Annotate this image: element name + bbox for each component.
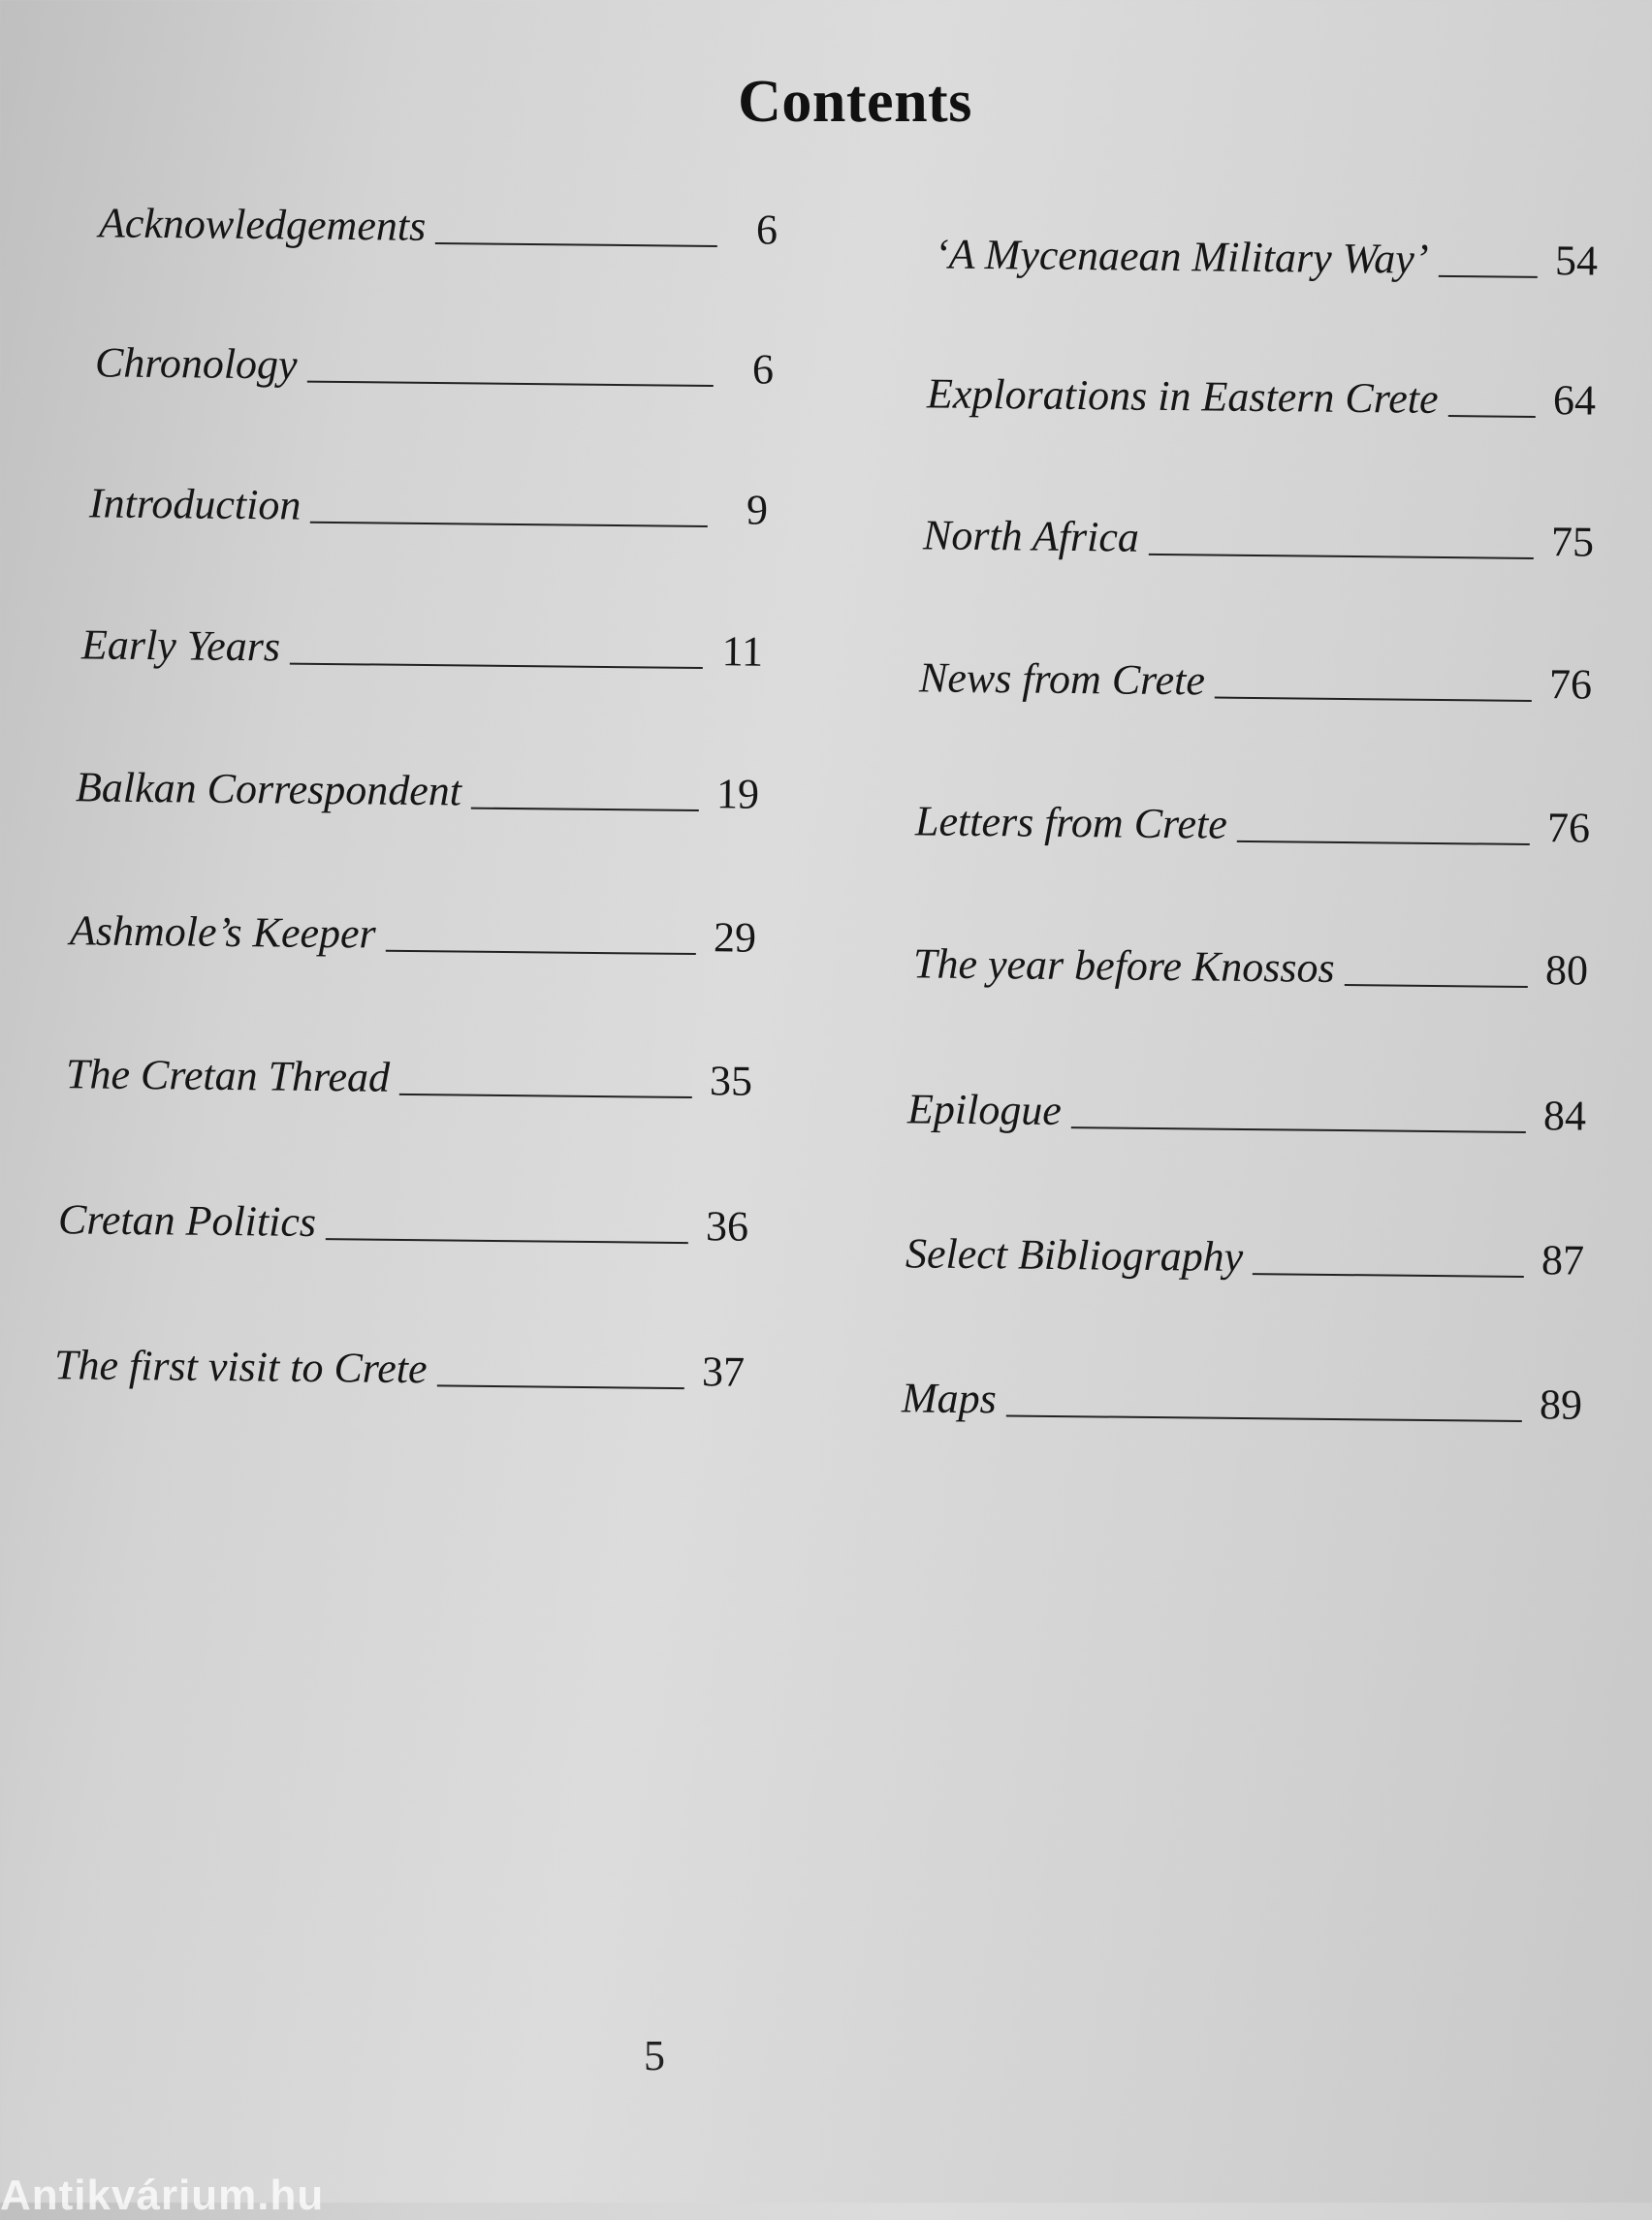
toc-entry-page: 76 [1546,804,1591,852]
dot-leader [399,1094,692,1098]
toc-entry-page: 80 [1544,946,1589,995]
toc-entry [905,1228,1584,1284]
toc-entry [913,938,1588,995]
toc-entry-title: Letters from Crete [914,797,1228,848]
toc-entry-page: 36 [705,1202,749,1251]
toc-entry-title: Balkan Correspondent [75,763,462,815]
toc-entry [923,510,1594,566]
dot-leader [1149,554,1534,559]
toc-entry [95,337,774,394]
toc-entry-title: Ashmole’s Keeper [69,906,376,958]
toc-entry [99,198,778,254]
toc-entry-title: Epilogue [906,1085,1063,1134]
watermark: Antikvárium.hu [0,2172,325,2219]
toc-entry [54,1340,745,1396]
dot-leader [435,242,717,247]
toc-entry-page: 54 [1554,237,1599,285]
toc-entry-page: 19 [715,770,760,818]
dot-leader [471,808,699,811]
dot-leader [436,1384,683,1389]
toc-entry-title: Introduction [88,479,302,529]
toc-entry-title: The first visit to Crete [53,1341,428,1393]
toc-entry-page: 87 [1541,1236,1585,1284]
toc-entry [89,478,768,534]
toc-entry [907,1084,1586,1140]
contents-title: Contents [738,69,972,135]
dot-leader [1006,1414,1522,1422]
toc-entry-page: 84 [1542,1092,1587,1140]
toc-entry-page: 64 [1552,376,1597,425]
dot-leader [1438,275,1537,278]
dot-leader [386,950,696,955]
folio-page-number: 5 [644,2032,665,2079]
dot-leader [1071,1126,1526,1133]
toc-entry [919,652,1592,709]
toc-entry [76,762,759,818]
toc-entry-title: Explorations in Eastern Crete [926,369,1439,423]
toc-entry-page: 35 [709,1057,753,1105]
toc-entry-title: North Africa [922,511,1140,561]
toc-entry [935,229,1598,285]
toc-entry-title: Early Years [80,620,281,671]
toc-entry-title: Acknowledgements [98,199,427,250]
dot-leader [1253,1273,1524,1278]
toc-entry-title: Chronology [94,338,298,389]
toc-entry [66,1049,752,1105]
toc-entry-page: 9 [746,486,769,534]
toc-entry-page: 6 [755,206,778,254]
toc-entry-page: 11 [721,627,764,676]
dot-leader [1215,697,1532,702]
dot-leader [306,381,713,387]
toc-entry-page: 75 [1550,518,1595,566]
toc-entry-page: 76 [1548,660,1593,709]
toc-entry [70,905,756,962]
toc-entry-page: 89 [1539,1380,1583,1429]
toc-entry [915,796,1590,852]
dot-leader [1237,840,1530,845]
toc-entry-title: Cretan Politics [57,1195,317,1247]
toc-entry [58,1194,748,1251]
toc-entry-title: Select Bibliography [905,1229,1244,1281]
toc-entry [902,1373,1582,1429]
toc-entry-title: The year before Knossos [912,939,1335,992]
toc-entry-page: 37 [701,1348,746,1396]
dot-leader [1344,984,1527,988]
toc-entry [927,368,1596,425]
dot-leader [326,1238,688,1244]
dot-leader [290,663,703,669]
toc-entry-title: The Cretan Thread [65,1050,391,1101]
toc-entry-page: 29 [713,913,757,962]
toc-entry-page: 6 [751,345,775,394]
dot-leader [1447,415,1535,418]
dot-leader [310,522,708,527]
toc-entry-title: Maps [901,1374,998,1423]
toc-entry-title: ‘A Mycenaean Military Way’ [934,230,1429,283]
toc-entry [81,619,763,676]
toc-entry-title: News from Crete [918,653,1206,705]
